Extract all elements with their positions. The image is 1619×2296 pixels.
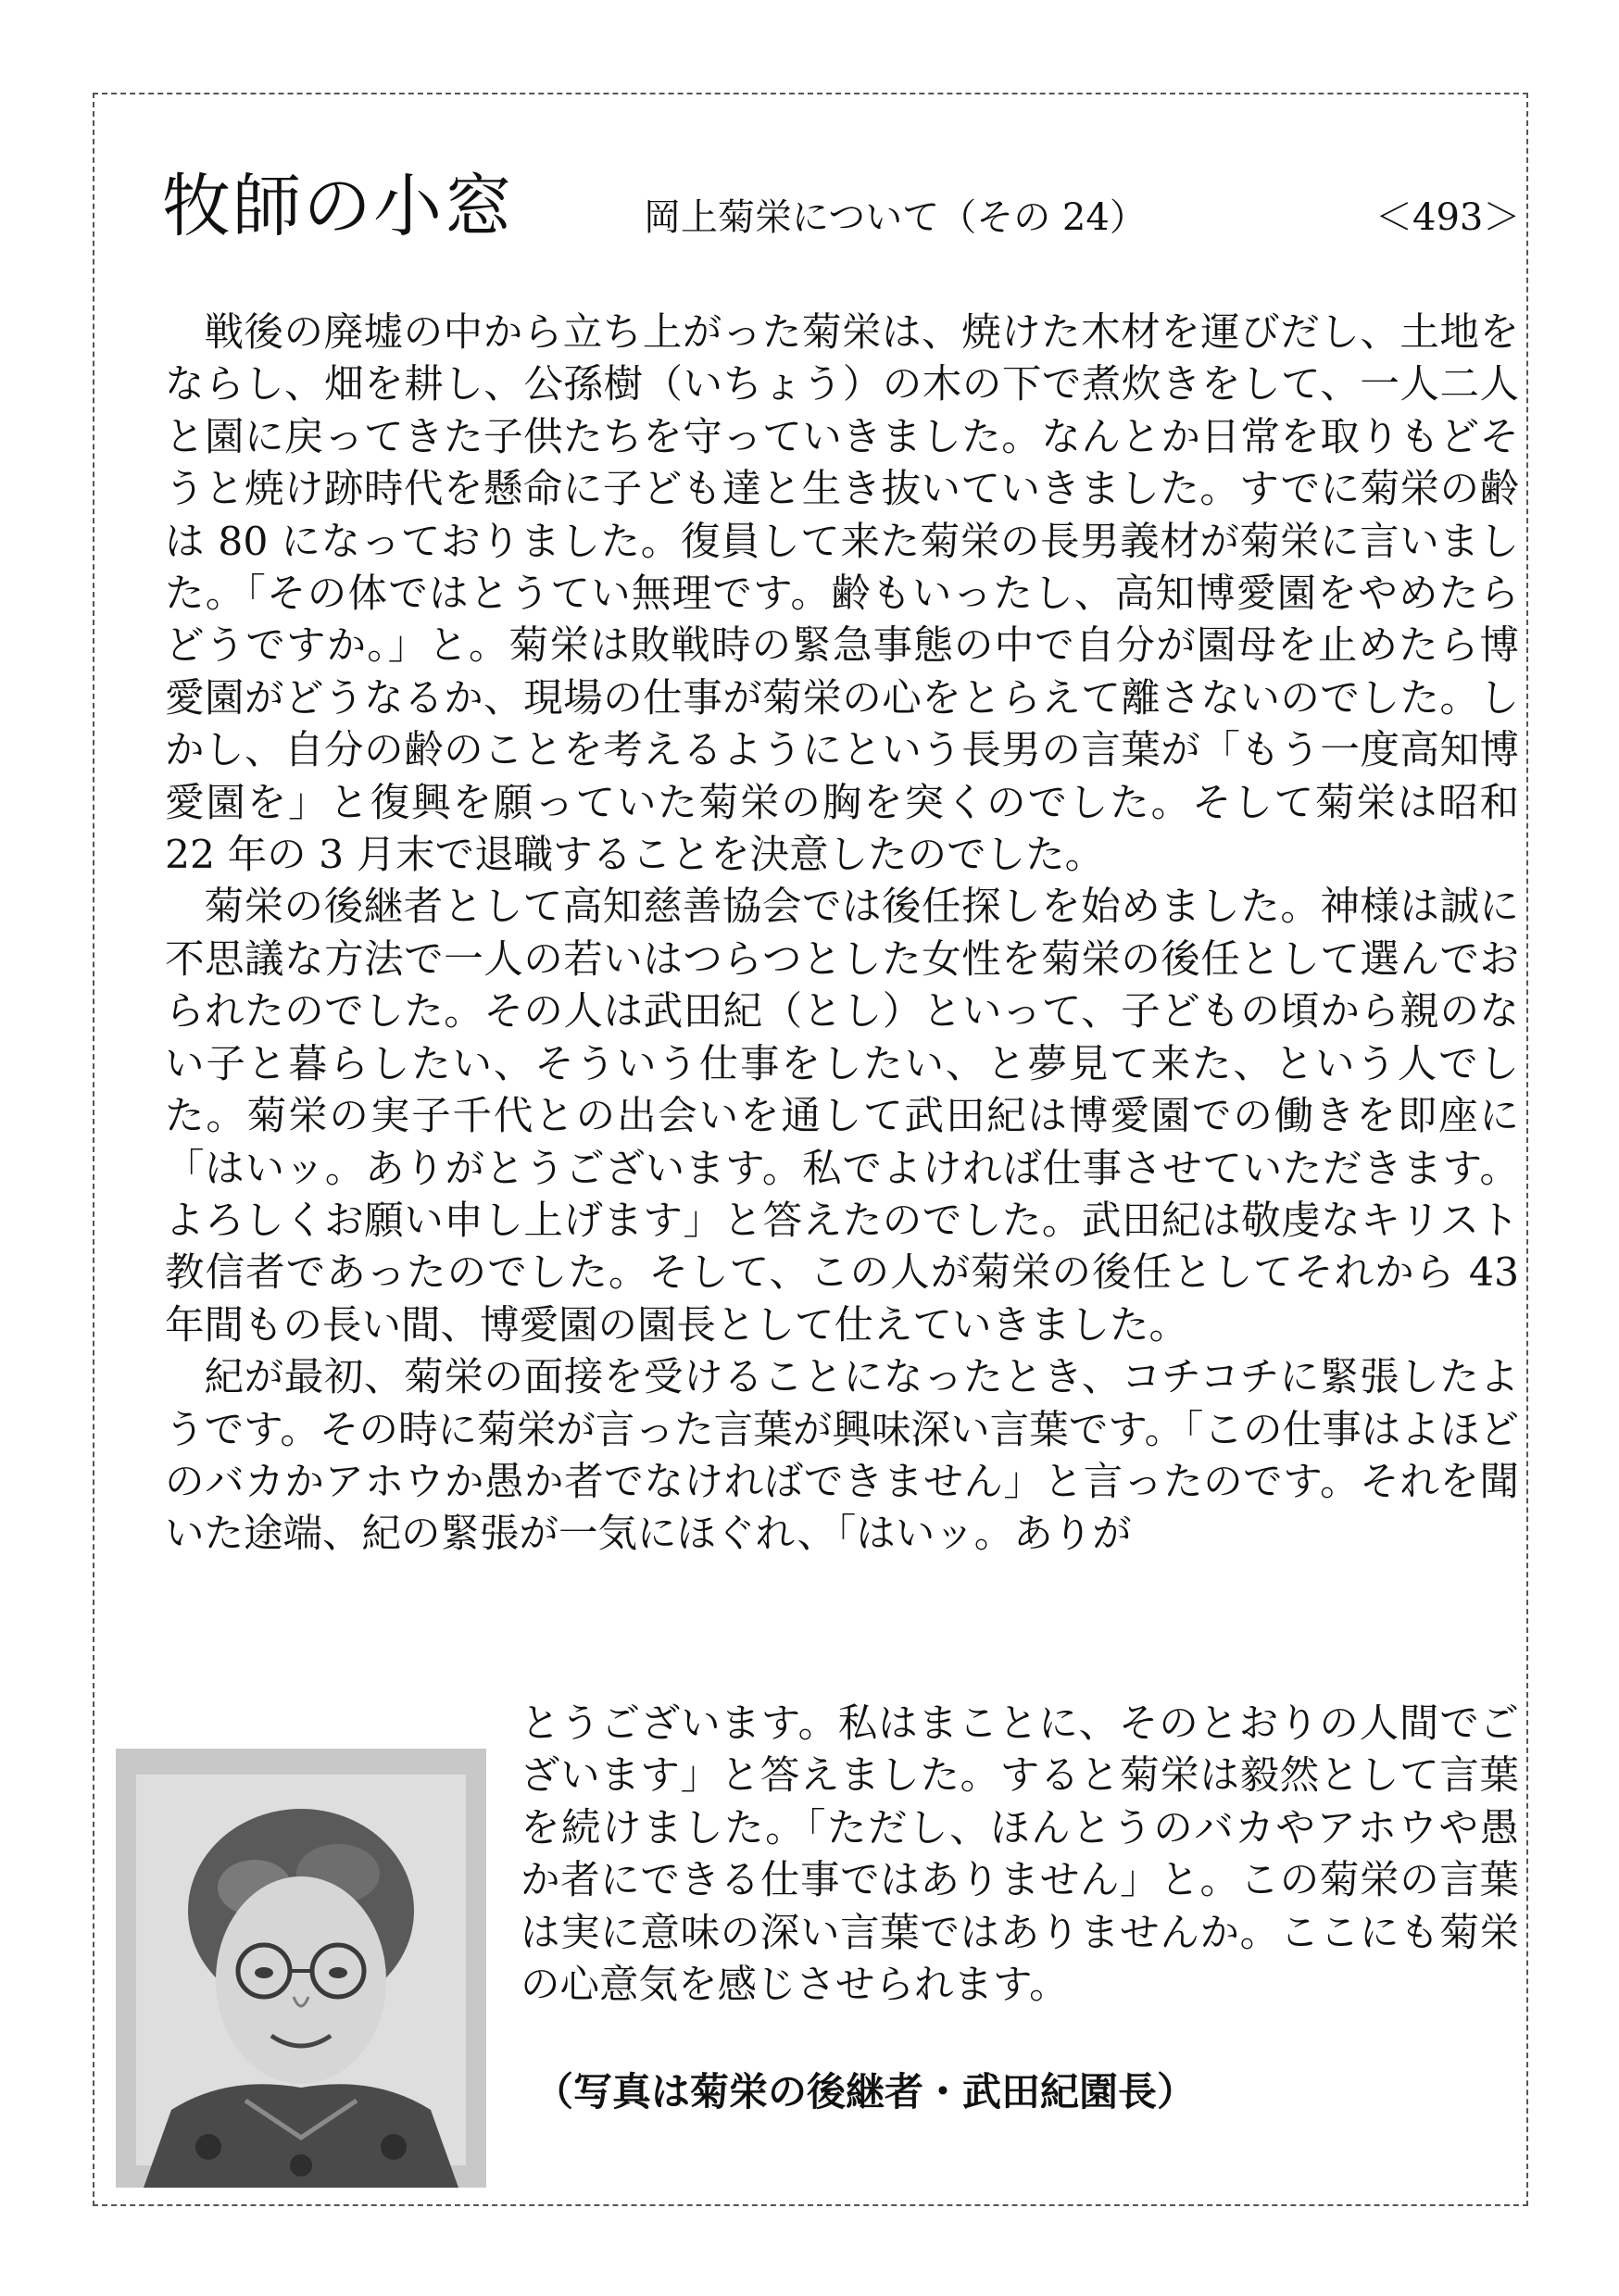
paragraph-3: 紀が最初、菊栄の面接を受けることになったとき、コチコチに緊張したようです。その時に菊栄が言った言葉が興味深い言葉です。「この仕事はよほどのバカかアホウか愚か者でなければできません」と言ったのです。それを聞いた途端、紀の緊張が一気にほぐれ、「はいッ。ありが xyxy=(165,1355,1519,1558)
article-subtitle: 岡上菊栄について（その 24） xyxy=(644,196,1147,239)
photo-caption: （写真は菊栄の後継者・武田紀園長） xyxy=(534,2069,1197,2114)
portrait-photo xyxy=(116,1749,486,2188)
paragraph-2: 菊栄の後継者として高知慈善協会では後任探しを始めました。神様は誠に不思議な方法で一人の若いはつらつとした女性を菊栄の後任として選んでおられたのでした。その人は武田紀（とし）といって、子どもの頃から親のない子と暮らしたい、そういう仕事をしたい、と夢見て来た、という人でした。菊栄の実子千代との出会いを通して武田紀は博愛園での働きを即座に「はいッ。ありがとうございます。私でよければ仕事させていただきます。よろしくお願い申し上げます」と答えたのでした。武田紀は敬虔なキリスト教信者であったのでした。そして、この人が菊栄の後任としてそれから 43 年間もの長い間、博愛園の園長として仕えていきました。 xyxy=(165,885,1519,1349)
article-body-continued xyxy=(521,1699,1519,2012)
issue-number: ＜493＞ xyxy=(1375,196,1521,239)
header xyxy=(162,165,1521,257)
paragraph-3-continued: とうございます。私はまことに、そのとおりの人間でございます」と答えました。すると菊栄は毅然として言葉を続けました。「ただし、ほんとうのバカやアホウや愚か者にできる仕事ではありません」と。この菊栄の言葉は実に意味の深い言葉ではありませんか。ここにも菊栄の心意気を感じさせられます。 xyxy=(521,1701,1519,2009)
page-title: 牧師の小窓 xyxy=(162,167,514,246)
article-body xyxy=(165,307,1519,1562)
paragraph-1: 戦後の廃墟の中から立ち上がった菊栄は、焼けた木材を運びだし、土地をならし、畑を耕し、公孫樹（いちょう）の木の下で煮炊きをして、一人二人と園に戻ってきた子供たちを守っていきました。なんとか日常を取りもどそうと焼け跡時代を懸命に子ども達と生き抜いていきました。すでに菊栄の齢は 80 になっておりました。復員して来た菊栄の長男義材が菊栄に言いました。「その体ではとうてい無理です。齢もいったし、高知博愛園をやめたらどうですか。」と。菊栄は敗戦時の緊急事態の中で自分が園母を止めたら博愛園がどうなるか、現場の仕事が菊栄の心をとらえて離さないのでした。しかし、自分の齢のことを考えるようにという長男の言葉が「もう一度高知博愛園を」と復興を願っていた菊栄の胸を突くのでした。そして菊栄は昭和 22 年の 3 月末で退職することを決意したのでした。 xyxy=(165,310,1519,879)
